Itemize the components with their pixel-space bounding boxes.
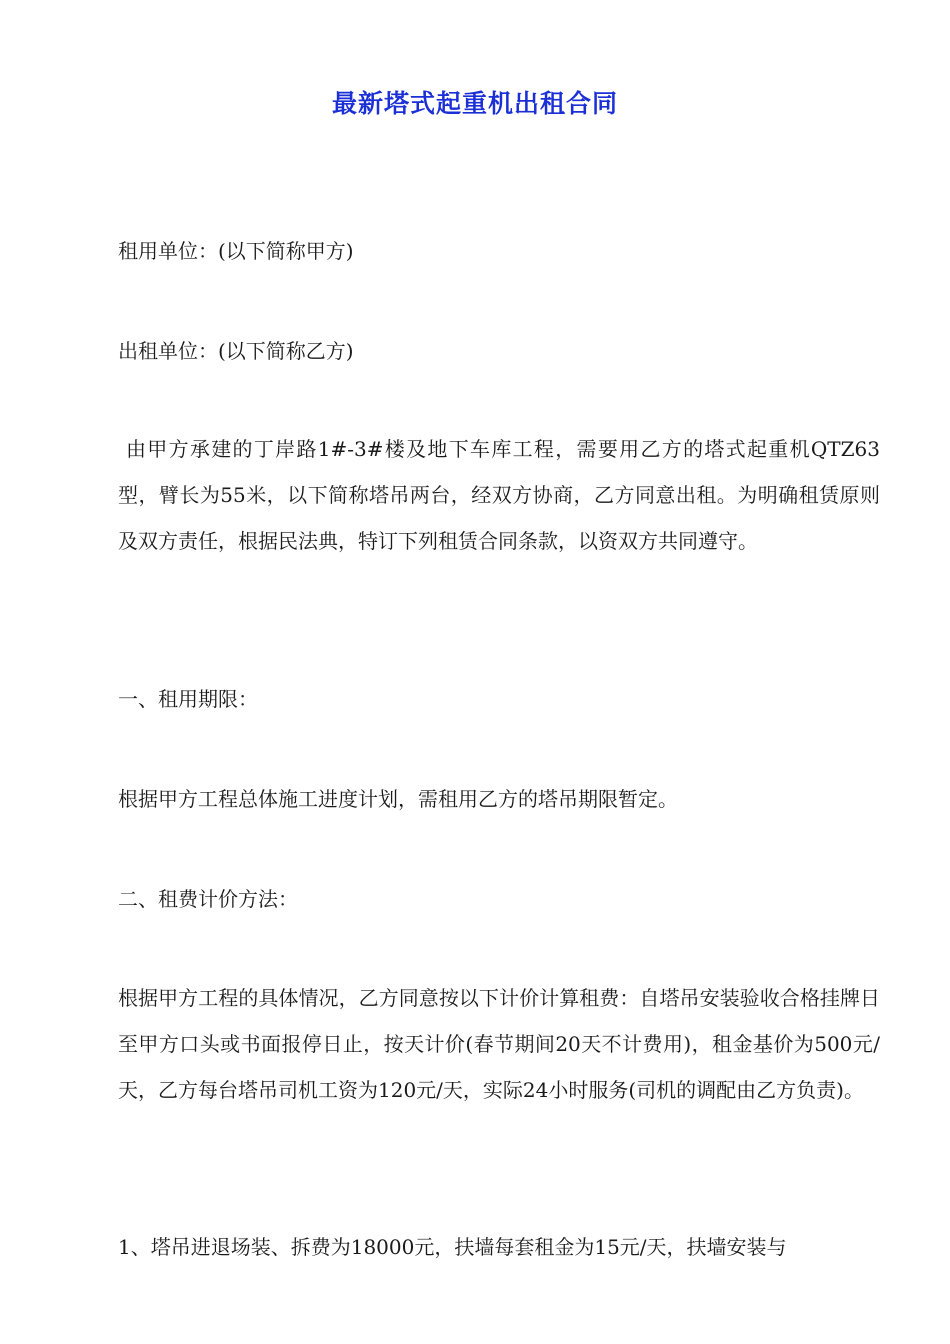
document-title: 最新塔式起重机出租合同 [331,89,618,118]
section-2-heading: 二、租费计价方法： [118,887,298,911]
lessee-line: 租用单位：(以下简称甲方) [118,239,354,263]
preamble-paragraph: 由甲方承建的丁岸路1#-3#楼及地下车库工程，需要用乙方的塔式起重机QTZ63型，臂长为55米，以下简称塔吊两台，经双方协商，乙方同意出租。为明确租赁原则及双方责任，根据民法典，特订下列租赁合同条款，以资双方共同遵守。 [118,437,880,553]
clause-1-paragraph: 1、塔吊进退场装、拆费为18000元，扶墙每套租金为15元/天，扶墙安装与 [118,1235,787,1259]
section-2-body: 根据甲方工程的具体情况，乙方同意按以下计价计算租费：自塔吊安装验收合格挂牌日至甲方口头或书面报停日止，按天计价(春节期间20天不计费用)，租金基价为500元/天，乙方每台塔吊司机工资为120元/天，实际24小时服务(司机的调配由乙方负责)。 [118,986,880,1102]
section-1-body: 根据甲方工程总体施工进度计划，需租用乙方的塔吊期限暂定。 [118,787,678,811]
section-1-heading: 一、租用期限： [118,687,258,711]
lessor-line: 出租单位：(以下简称乙方) [118,339,354,363]
